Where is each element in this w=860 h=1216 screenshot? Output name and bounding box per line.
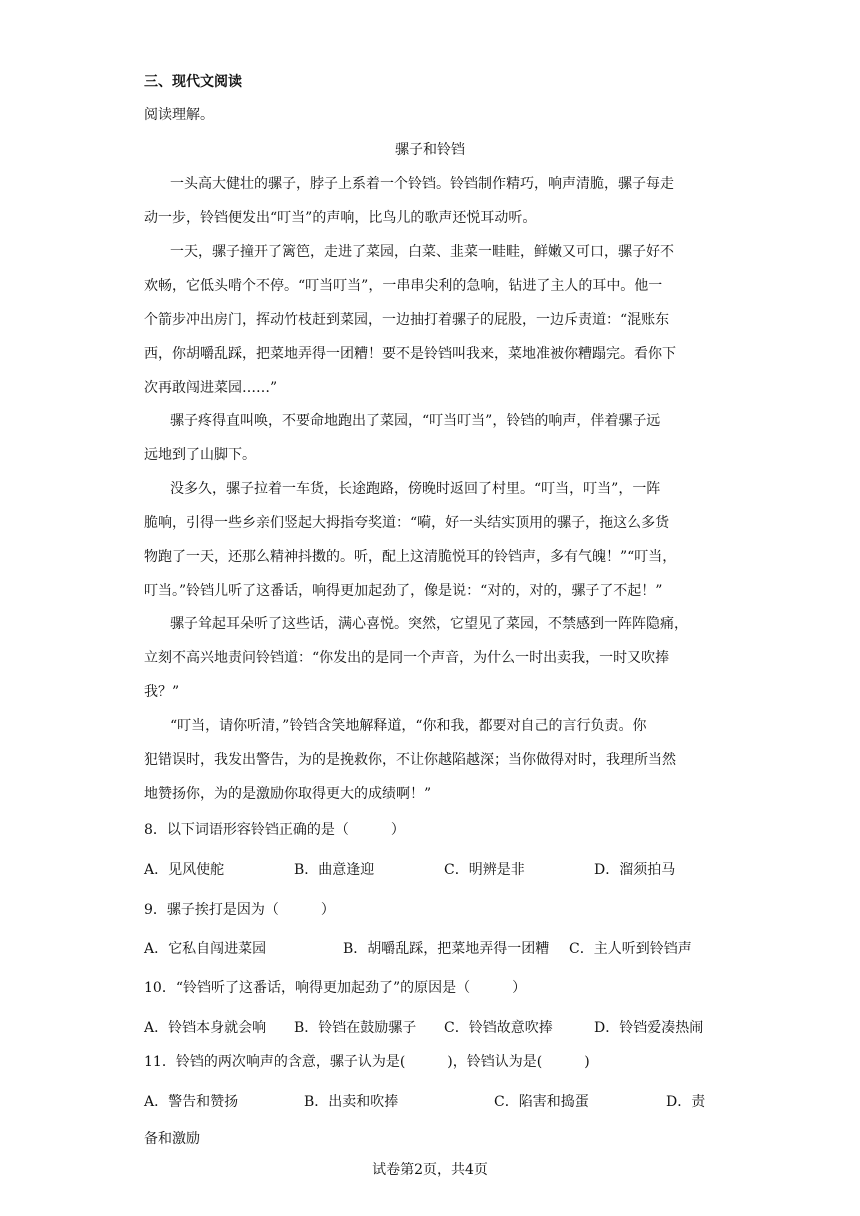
question-8-stem: 8．以下词语形容铃铛正确的是（ ） — [144, 822, 405, 838]
question-9-option-c: C．主人听到铃铛声 — [569, 941, 692, 957]
passage-line: “叮当，请你听清，”铃铛含笑地解释道，“你和我，都要对自己的言行负责。你 — [170, 718, 647, 734]
question-9-option-b: B．胡嚼乱踩，把菜地弄得一团糟 — [343, 941, 550, 957]
instruction-text: 阅读理解。 — [144, 107, 214, 123]
question-10-stem: 10．“铃铛听了这番话，响得更加起劲了”的原因是（ ） — [144, 980, 527, 996]
question-11-option-d-continued: 备和激励 — [144, 1131, 200, 1147]
passage-line: 没多久，骡子拉着一车货，长途跑路，傍晚时返回了村里。“叮当，叮当”，一阵 — [170, 481, 661, 497]
passage-line: 次再敢闯进菜园……” — [144, 380, 278, 396]
passage-line: 个箭步冲出房门，挥动竹枝赶到菜园，一边抽打着骡子的屁股，一边斥责道：“混账东 — [144, 312, 670, 328]
passage-line: 欢畅，它低头啃个不停。“叮当叮当”，一串串尖利的急响，钻进了主人的耳中。他一 — [144, 278, 663, 294]
passage-line: 地赞扬你，为的是激励你取得更大的成绩啊！” — [144, 786, 432, 802]
question-8-option-c: C．明辨是非 — [444, 862, 525, 878]
passage-line: 一天，骡子撞开了篱笆，走进了菜园，白菜、韭菜一畦畦，鲜嫩又可口，骡子好不 — [170, 244, 674, 260]
question-8-option-d: D．溜须拍马 — [594, 862, 676, 878]
passage-line: 叮当。”铃铛儿听了这番话，响得更加起劲了，像是说：“对的，对的，骡子了不起！” — [144, 583, 663, 599]
section-heading: 三、现代文阅读 — [144, 74, 242, 90]
question-11-option-d: D．责 — [666, 1094, 706, 1110]
question-10-option-d: D．铃铛爱凑热闹 — [594, 1020, 704, 1036]
passage-line: 犯错误时，我发出警告，为的是挽救你，不让你越陷越深；当你做得对时，我理所当然 — [144, 752, 676, 768]
passage-line: 我？” — [144, 684, 180, 700]
passage-line: 远地到了山脚下。 — [144, 447, 256, 463]
passage-line: 动一步，铃铛便发出“叮当”的声响，比鸟儿的歌声还悦耳动听。 — [144, 210, 537, 226]
passage-line: 西，你胡嚼乱踩，把菜地弄得一团糟！要不是铃铛叫我来，菜地准被你糟蹋完。看你下 — [144, 346, 676, 362]
passage-line: 脆响，引得一些乡亲们竖起大拇指夸奖道：“嗬，好一头结实顶用的骡子，拖这么多货 — [144, 515, 670, 531]
question-10-option-a: A．铃铛本身就会响 — [144, 1020, 267, 1036]
passage-line: 骡子疼得直叫唤，不要命地跑出了菜园，“叮当叮当”，铃铛的响声，伴着骡子远 — [170, 413, 661, 429]
passage-title: 骡子和铃铛 — [395, 142, 465, 158]
question-11-option-a: A．警告和赞扬 — [144, 1094, 239, 1110]
passage-line: 骡子耸起耳朵听了这些话，满心喜悦。突然，它望见了菜园，不禁感到一阵阵隐痛， — [170, 616, 688, 632]
question-8-option-b: B．曲意逢迎 — [294, 862, 375, 878]
passage-line: 一头高大健壮的骡子，脖子上系着一个铃铛。铃铛制作精巧，响声清脆，骡子每走 — [170, 176, 674, 192]
question-9-option-a: A．它私自闯进菜园 — [144, 941, 267, 957]
question-11-stem: 11．铃铛的两次响声的含意，骡子认为是( )，铃铛认为是( ) — [144, 1054, 590, 1070]
question-11-option-c: C．陷害和捣蛋 — [494, 1094, 589, 1110]
question-10-option-b: B．铃铛在鼓励骡子 — [294, 1020, 417, 1036]
question-8-option-a: A．见风使舵 — [144, 862, 225, 878]
question-11-option-b: B．出卖和吹捧 — [304, 1094, 399, 1110]
question-10-option-c: C．铃铛故意吹捧 — [444, 1020, 553, 1036]
passage-line: 立刻不高兴地责问铃铛道：“你发出的是同一个声音，为什么一时出卖我，一时又吹捧 — [144, 650, 670, 666]
page-footer: 试卷第2页，共4页 — [372, 1162, 488, 1178]
question-9-stem: 9．骡子挨打是因为（ ） — [144, 902, 335, 918]
passage-line: 物跑了一天，还那么精神抖擞的。听，配上这清脆悦耳的铃铛声，多有气魄！”“叮当， — [144, 549, 677, 565]
